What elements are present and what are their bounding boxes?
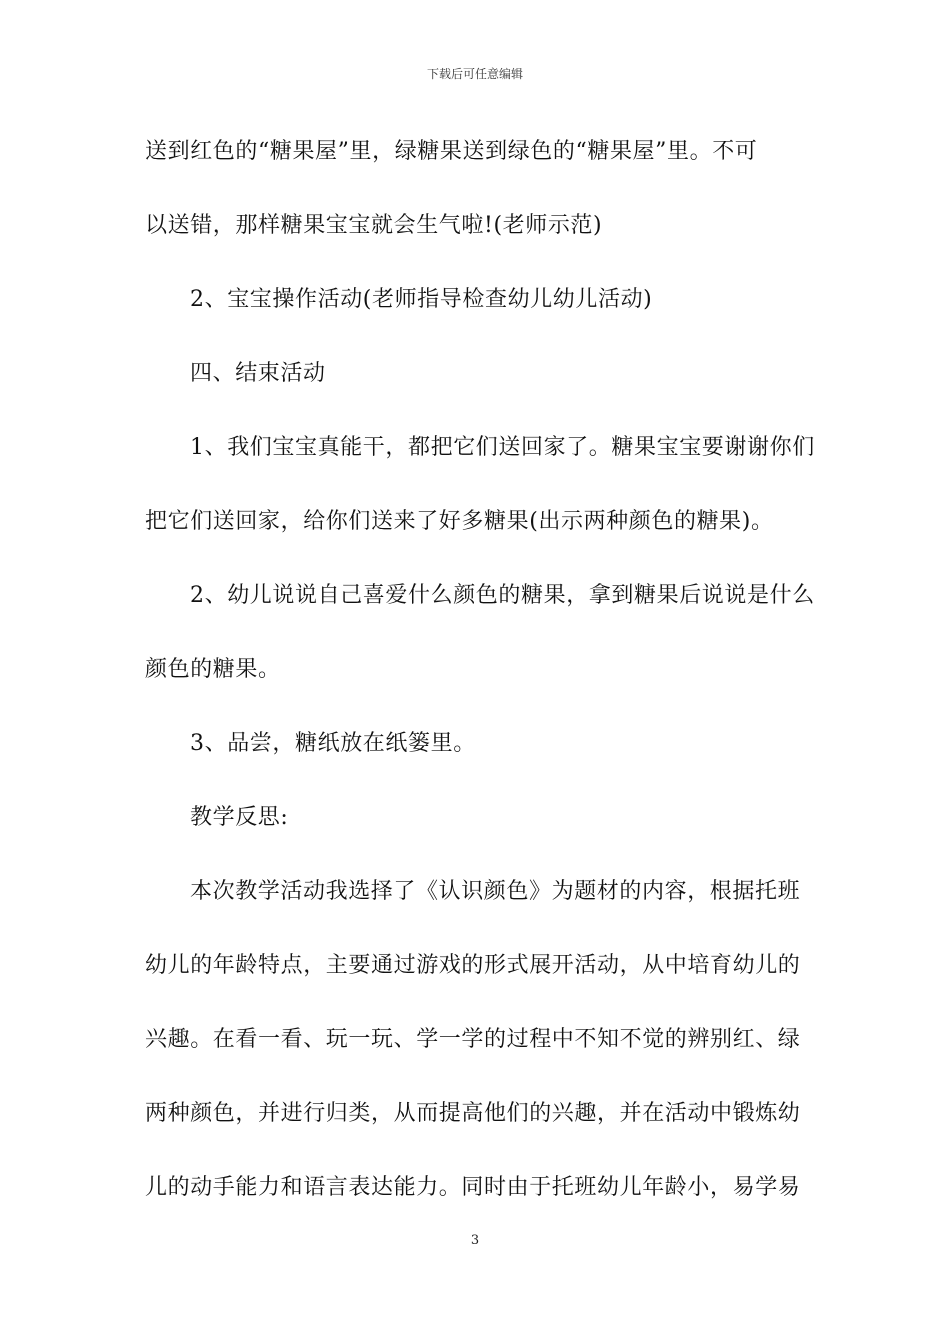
paragraph-line: 送到红色的“糖果屋”里，绿糖果送到绿色的“糖果屋”里。不可 <box>145 139 758 164</box>
paragraph-line: 儿的动手能力和语言表达能力。同时由于托班幼儿年龄小，易学易 <box>145 1175 801 1200</box>
page-header: 下载后可任意编辑 <box>426 67 523 81</box>
paragraph-line: 2、幼儿说说自己喜爱什么颜色的糖果，拿到糖果后说说是什么 <box>190 583 815 608</box>
paragraph-line: 把它们送回家，给你们送来了好多糖果(出示两种颜色的糖果)。 <box>145 509 774 534</box>
paragraph-line: 以送错，那样糖果宝宝就会生气啦!(老师示范) <box>145 213 603 238</box>
page-number: 3 <box>470 1233 480 1248</box>
section-heading: 教学反思: <box>190 805 289 830</box>
paragraph-line: 两种颜色，并进行归类，从而提高他们的兴趣，并在活动中锻炼幼 <box>145 1101 801 1126</box>
paragraph-line: 1、我们宝宝真能干，都把它们送回家了。糖果宝宝要谢谢你们 <box>190 435 815 460</box>
paragraph-line: 2、宝宝操作活动(老师指导检查幼儿幼儿活动) <box>190 287 653 312</box>
section-heading: 四、结束活动 <box>190 361 326 386</box>
paragraph-line: 本次教学活动我选择了《认识颜色》为题材的内容，根据托班 <box>190 879 801 904</box>
paragraph-line: 3、品尝，糖纸放在纸篓里。 <box>190 731 476 756</box>
paragraph-line: 兴趣。在看一看、玩一玩、学一学的过程中不知不觉的辨别红、绿 <box>145 1027 801 1052</box>
paragraph-line: 幼儿的年龄特点，主要通过游戏的形式展开活动，从中培育幼儿的 <box>145 953 801 978</box>
paragraph-line: 颜色的糖果。 <box>145 657 281 682</box>
